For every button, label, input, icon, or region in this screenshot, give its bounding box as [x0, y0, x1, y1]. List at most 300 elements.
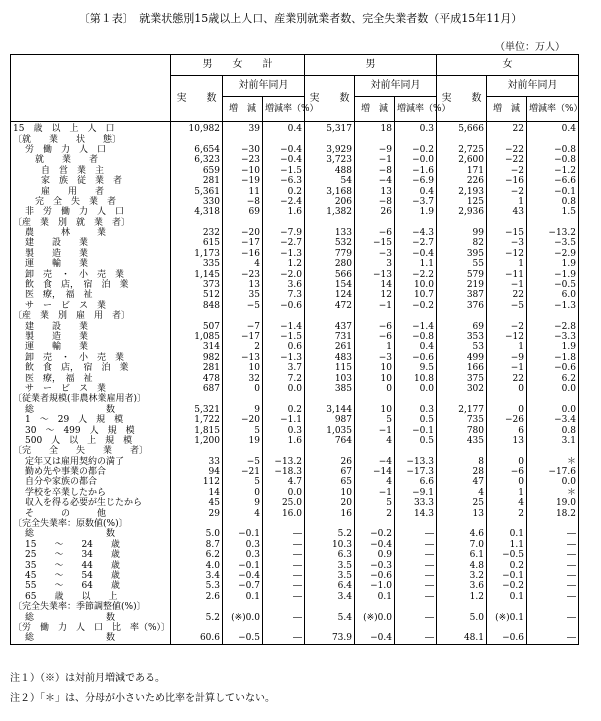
cell-value: −9	[355, 145, 395, 155]
table-row	[11, 342, 579, 352]
cell-value: 3.5	[305, 571, 355, 581]
cell-value	[527, 134, 579, 144]
cell-value	[437, 623, 487, 633]
row-label: 1 〜 29 人 規 模	[11, 415, 171, 425]
table-row	[11, 321, 579, 331]
table-row	[11, 602, 579, 612]
cell-value: 0.5	[395, 436, 437, 446]
cell-value: −0.6	[263, 301, 305, 311]
cell-value: 0.4	[395, 342, 437, 352]
cell-value: ―	[527, 581, 579, 591]
cell-value: 375	[437, 373, 487, 383]
cell-value: 472	[305, 301, 355, 311]
cell-value	[395, 623, 437, 633]
cell-value	[355, 134, 395, 144]
cell-value: 280	[305, 259, 355, 269]
cell-value: 0.0	[527, 405, 579, 415]
cell-value: 69	[223, 207, 263, 217]
row-label: 500 人 以 上 規 模	[11, 436, 171, 446]
row-label: 〔完全失業率：原数値(%)〕	[11, 519, 171, 529]
cell-value	[305, 311, 355, 321]
cell-value: 29	[171, 508, 223, 518]
cell-value: 483	[305, 353, 355, 363]
table-row	[11, 176, 579, 186]
cell-value	[263, 311, 305, 321]
cell-value	[487, 519, 527, 529]
cell-value: ―	[395, 581, 437, 591]
row-label: 30 〜 499 人 規 模	[11, 425, 171, 435]
cell-value: 3.1	[527, 436, 579, 446]
cell-value	[305, 394, 355, 404]
cell-value: 0.0	[527, 384, 579, 394]
cell-value	[305, 446, 355, 456]
cell-value	[171, 134, 223, 144]
cell-value: 6,323	[171, 155, 223, 165]
table-row	[11, 301, 579, 311]
cell-value: 53	[437, 342, 487, 352]
cell-value	[171, 623, 223, 633]
cell-value: −0.6	[395, 353, 437, 363]
header-taizen: 対前年同月	[355, 76, 437, 97]
table-row	[11, 259, 579, 269]
cell-value: 3,929	[305, 145, 355, 155]
cell-value: 1.2	[437, 592, 487, 602]
cell-value: 14	[355, 280, 395, 290]
cell-value: −0.7	[223, 581, 263, 591]
cell-value: −21	[223, 467, 263, 477]
cell-value: 3.4	[171, 571, 223, 581]
cell-value: 0.2	[263, 186, 305, 196]
cell-value: 115	[305, 363, 355, 373]
cell-value: 0.2	[487, 560, 527, 570]
cell-value: 219	[437, 280, 487, 290]
cell-value: 2,193	[437, 186, 487, 196]
cell-value	[437, 446, 487, 456]
cell-value: −17.3	[395, 467, 437, 477]
cell-value: −0.2	[395, 301, 437, 311]
table-row	[11, 612, 579, 622]
cell-value: −2	[487, 186, 527, 196]
cell-value: 387	[437, 290, 487, 300]
cell-value: 12	[355, 290, 395, 300]
cell-value: ―	[527, 550, 579, 560]
cell-value: 94	[171, 467, 223, 477]
cell-value: −2	[487, 321, 527, 331]
cell-value: 5,361	[171, 186, 223, 196]
row-label: 〔完 全 失 業 者〕	[11, 446, 171, 456]
cell-value: 133	[305, 228, 355, 238]
cell-value: ―	[395, 529, 437, 539]
cell-value: 6.6	[395, 477, 437, 487]
header-female: 女	[437, 55, 579, 76]
cell-value: ―	[527, 560, 579, 570]
cell-value: 10,982	[171, 122, 223, 135]
cell-value: −12	[487, 249, 527, 259]
cell-value: −10	[223, 166, 263, 176]
cell-value: −2	[487, 166, 527, 176]
table-row	[11, 425, 579, 435]
cell-value: 1.1	[487, 540, 527, 550]
row-label: 55 〜 64 歳	[11, 581, 171, 591]
cell-value: −7	[223, 321, 263, 331]
cell-value: 1.9	[527, 259, 579, 269]
cell-value: 16.0	[263, 508, 305, 518]
cell-value: 33.3	[395, 498, 437, 508]
row-label: 医 療， 福 祉	[11, 373, 171, 383]
cell-value: 82	[437, 238, 487, 248]
cell-value: 1,815	[171, 425, 223, 435]
cell-value: −3.7	[395, 197, 437, 207]
cell-value: 124	[305, 290, 355, 300]
cell-value	[527, 623, 579, 633]
cell-value: 5.0	[171, 529, 223, 539]
cell-value: ―	[395, 612, 437, 622]
cell-value: 65	[305, 477, 355, 487]
cell-value: 4.7	[263, 477, 305, 487]
header-jissu: 実 数	[171, 76, 223, 122]
cell-value: −1	[355, 488, 395, 498]
cell-value: 39	[223, 122, 263, 135]
cell-value: 3.6	[437, 581, 487, 591]
cell-value: 579	[437, 269, 487, 279]
table-row	[11, 207, 579, 217]
cell-value	[223, 311, 263, 321]
cell-value: 6.1	[437, 550, 487, 560]
cell-value: 4.8	[437, 560, 487, 570]
cell-value: −8	[355, 197, 395, 207]
cell-value: 3.5	[305, 560, 355, 570]
cell-value: 3.2	[437, 571, 487, 581]
cell-value: 6.2	[527, 373, 579, 383]
cell-value: 376	[437, 301, 487, 311]
cell-value: 0.0	[527, 477, 579, 487]
row-label: 非 労 働 力 人 口	[11, 207, 171, 217]
row-label: 完 全 失 業 者	[11, 197, 171, 207]
cell-value: 302	[437, 384, 487, 394]
cell-value: 55	[437, 259, 487, 269]
row-label: 自 営 業 主	[11, 166, 171, 176]
cell-value: −13	[223, 353, 263, 363]
cell-value: 281	[171, 363, 223, 373]
cell-value: 5.0	[437, 612, 487, 622]
cell-value: 4	[487, 498, 527, 508]
row-label: そ の 他	[11, 508, 171, 518]
table-row	[11, 197, 579, 207]
cell-value: 0	[223, 384, 263, 394]
cell-value: 335	[171, 259, 223, 269]
table-row	[11, 457, 579, 467]
header-zougen: 増 減	[487, 97, 527, 122]
table-row	[11, 353, 579, 363]
cell-value	[527, 218, 579, 228]
table-row	[11, 633, 579, 644]
cell-value: 0.4	[263, 122, 305, 135]
cell-value: ―	[263, 540, 305, 550]
cell-value: 69	[437, 321, 487, 331]
cell-value: 1,173	[171, 249, 223, 259]
footnote-2: 注２）「＊」は、分母が小さいため比率を計算していない。	[10, 693, 275, 704]
cell-value	[487, 218, 527, 228]
cell-value: −0.0	[395, 155, 437, 165]
cell-value: 10	[223, 363, 263, 373]
cell-value: 615	[171, 238, 223, 248]
cell-value: −1.8	[527, 353, 579, 363]
cell-value: ＊	[527, 488, 579, 498]
cell-value: −8	[355, 166, 395, 176]
cell-value: −2.7	[263, 238, 305, 248]
table-row	[11, 238, 579, 248]
cell-value: 3.7	[263, 363, 305, 373]
cell-value	[437, 134, 487, 144]
cell-value: 25.0	[263, 498, 305, 508]
cell-value: 20	[305, 498, 355, 508]
cell-value: 0.0	[395, 384, 437, 394]
cell-value: −0.6	[355, 571, 395, 581]
cell-value: 3.6	[263, 280, 305, 290]
cell-value: −0.1	[395, 425, 437, 435]
cell-value: −15	[487, 228, 527, 238]
cell-value: −1	[355, 425, 395, 435]
cell-value: 13	[355, 186, 395, 196]
cell-value: −1.3	[263, 249, 305, 259]
header-total: 男 女 計	[171, 55, 305, 76]
cell-value: 10	[355, 405, 395, 415]
cell-value: ―	[263, 633, 305, 644]
cell-value: 0	[487, 384, 527, 394]
cell-value: 261	[305, 342, 355, 352]
table-row	[11, 571, 579, 581]
cell-value	[263, 602, 305, 612]
cell-value: ―	[395, 571, 437, 581]
cell-value: 3	[355, 259, 395, 269]
cell-value: 5.2	[305, 529, 355, 539]
cell-value: −9	[487, 353, 527, 363]
cell-value	[223, 519, 263, 529]
row-label: 雇 用 者	[11, 186, 171, 196]
cell-value: 0.1	[487, 529, 527, 539]
cell-value: −0.8	[527, 155, 579, 165]
row-label: 勤め先や事業の都合	[11, 467, 171, 477]
cell-value: 3,144	[305, 405, 355, 415]
cell-value: 1,200	[171, 436, 223, 446]
cell-value: 4	[355, 477, 395, 487]
cell-value: −5	[223, 457, 263, 467]
cell-value: 2	[487, 508, 527, 518]
cell-value: 16	[305, 508, 355, 518]
cell-value: 0.1	[355, 592, 395, 602]
row-label: 運 輸 業	[11, 342, 171, 352]
table-title: 〔第１表〕 就業状態別15歳以上人口、産業別就業者数、完全失業者数（平成15年11月）	[78, 12, 523, 25]
cell-value: 2	[223, 342, 263, 352]
cell-value	[487, 446, 527, 456]
table-row	[11, 592, 579, 602]
row-label: 製 造 業	[11, 249, 171, 259]
table-row	[11, 280, 579, 290]
cell-value: 4	[437, 488, 487, 498]
row-label: サ ー ビ ス 業	[11, 384, 171, 394]
cell-value: ＊	[527, 457, 579, 467]
cell-value: −7.9	[263, 228, 305, 238]
cell-value: 780	[437, 425, 487, 435]
cell-value: ―	[395, 540, 437, 550]
cell-value	[395, 134, 437, 144]
cell-value: −0.8	[395, 332, 437, 342]
row-label: 飲 食 店， 宿 泊 業	[11, 280, 171, 290]
cell-value: 1.1	[395, 259, 437, 269]
cell-value: 314	[171, 342, 223, 352]
table-row	[11, 446, 579, 456]
cell-value	[305, 623, 355, 633]
cell-value: 10.0	[395, 280, 437, 290]
cell-value: 26	[305, 457, 355, 467]
cell-value: −6.9	[395, 176, 437, 186]
cell-value: ―	[395, 560, 437, 570]
table-row	[11, 529, 579, 539]
cell-value: −6	[355, 321, 395, 331]
cell-value: ―	[527, 571, 579, 581]
table-row	[11, 477, 579, 487]
cell-value: 1	[487, 342, 527, 352]
cell-value: 330	[171, 197, 223, 207]
cell-value: −0.2	[395, 145, 437, 155]
cell-value: 731	[305, 332, 355, 342]
header-zougenritsu: 増減率（%）	[527, 97, 579, 122]
cell-value: −6	[355, 228, 395, 238]
cell-value: 73.9	[305, 633, 355, 644]
cell-value: ―	[395, 592, 437, 602]
row-label: 農 林 業	[11, 228, 171, 238]
cell-value: −0.1	[487, 571, 527, 581]
cell-value	[171, 519, 223, 529]
cell-value: 395	[437, 249, 487, 259]
cell-value: 1.2	[263, 259, 305, 269]
cell-value: 2,936	[437, 207, 487, 217]
cell-value: (※)0.0	[355, 612, 395, 622]
cell-value	[437, 311, 487, 321]
table-row	[11, 269, 579, 279]
cell-value: 6.4	[305, 581, 355, 591]
cell-value	[305, 134, 355, 144]
cell-value: ―	[263, 581, 305, 591]
cell-value: −0.2	[355, 529, 395, 539]
cell-value: 0	[487, 457, 527, 467]
cell-value	[395, 446, 437, 456]
cell-value: −3	[355, 249, 395, 259]
cell-value: −2.0	[263, 269, 305, 279]
cell-value: 1	[487, 197, 527, 207]
row-label: 65 歳 以 上	[11, 592, 171, 602]
cell-value: 779	[305, 249, 355, 259]
cell-value: −0.1	[527, 186, 579, 196]
cell-value: 5,317	[305, 122, 355, 135]
cell-value: 4,318	[171, 207, 223, 217]
cell-value: 0.3	[395, 405, 437, 415]
cell-value: −17.6	[527, 467, 579, 477]
cell-value: −19	[223, 176, 263, 186]
table-row	[11, 436, 579, 446]
cell-value: 0.3	[223, 550, 263, 560]
row-label: サ ー ビ ス 業	[11, 301, 171, 311]
cell-value: 8.7	[171, 540, 223, 550]
row-label: 家 族 従 業 者	[11, 176, 171, 186]
cell-value: 67	[305, 467, 355, 477]
cell-value: 6.2	[171, 550, 223, 560]
cell-value: −5	[223, 301, 263, 311]
cell-value: −0.2	[487, 581, 527, 591]
cell-value: 9	[223, 405, 263, 415]
cell-value: 3,723	[305, 155, 355, 165]
cell-value: 5	[355, 415, 395, 425]
cell-value: ―	[527, 540, 579, 550]
cell-value: −1.4	[395, 321, 437, 331]
cell-value: −16	[487, 176, 527, 186]
cell-value	[355, 446, 395, 456]
cell-value: −3.3	[527, 332, 579, 342]
cell-value: −1.5	[263, 332, 305, 342]
cell-value: 437	[305, 321, 355, 331]
cell-value: 5.4	[305, 612, 355, 622]
cell-value: −0.4	[355, 633, 395, 644]
cell-value: 2,177	[437, 405, 487, 415]
cell-value: −3.4	[527, 415, 579, 425]
row-label: 飲 食 店， 宿 泊 業	[11, 363, 171, 373]
row-label: 総 数	[11, 405, 171, 415]
cell-value: 19	[223, 436, 263, 446]
cell-value	[171, 311, 223, 321]
cell-value	[263, 394, 305, 404]
cell-value: 488	[305, 166, 355, 176]
cell-value: 5.2	[171, 612, 223, 622]
cell-value: −1	[487, 280, 527, 290]
cell-value: −1	[487, 363, 527, 373]
table-row	[11, 498, 579, 508]
row-label: 45 〜 54 歳	[11, 571, 171, 581]
cell-value: −0.6	[527, 363, 579, 373]
cell-value: 1	[487, 259, 527, 269]
row-label: 総 数	[11, 612, 171, 622]
cell-value: −1.5	[263, 166, 305, 176]
cell-value: −30	[223, 145, 263, 155]
row-label: 卸 売 ・ 小 売 業	[11, 353, 171, 363]
cell-value: −0.4	[263, 145, 305, 155]
cell-value	[527, 519, 579, 529]
row-label: 〔完全失業率：季節調整値(%)〕	[11, 602, 171, 612]
cell-value: −0.4	[263, 155, 305, 165]
cell-value: 11	[223, 186, 263, 196]
row-label: 自分や家族の都合	[11, 477, 171, 487]
cell-value: 33	[171, 457, 223, 467]
cell-value: 1,085	[171, 332, 223, 342]
cell-value	[171, 218, 223, 228]
cell-value: 5.3	[171, 581, 223, 591]
cell-value: 5,666	[437, 122, 487, 135]
row-label: 総 数	[11, 529, 171, 539]
cell-value	[355, 218, 395, 228]
cell-value: −1.6	[395, 166, 437, 176]
cell-value: 2	[355, 508, 395, 518]
cell-value: 13	[487, 436, 527, 446]
cell-value: −1	[355, 301, 395, 311]
footnote-1: 注１）（※）は対前月増減である。	[10, 673, 165, 684]
cell-value	[263, 218, 305, 228]
table-row	[11, 384, 579, 394]
cell-value: −0.6	[487, 633, 527, 644]
table-row	[11, 186, 579, 196]
cell-value: 3.4	[305, 592, 355, 602]
row-label: 労 働 力 人 口	[11, 145, 171, 155]
cell-value: 0.4	[395, 186, 437, 196]
cell-value: 9.5	[395, 363, 437, 373]
